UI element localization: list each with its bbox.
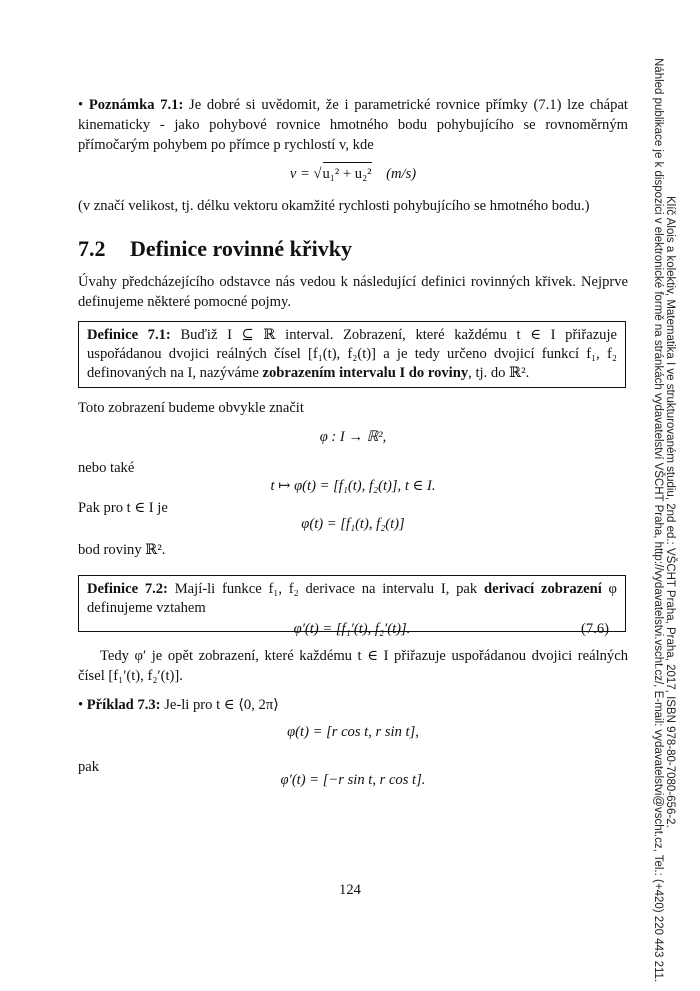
equation-map: φ : I → ℝ², [319,429,387,445]
definition-7-2-text: Mají-li funkce f₁, f₂ derivace na intervalu I, pak [174,581,478,597]
page-number: 124 [339,882,361,898]
section-heading [78,236,352,262]
definition-7-1-box: Definice 7.1: Buďiž I ⊆ ℝ interval. Zobrazení, které každému t ∈ I přiřazuje uspořádanou dvojici reálných čísel [f₁(t), f₂(t)] a je tedy určeno dvojicí funkcí f₁, f₂ definovaných na I, nazýváme zobrazením intervalu I do roviny, tj. do ℝ². [78,321,626,388]
example-paragraph [78,695,628,715]
paragraph-notation: Toto zobrazení budeme obvykle značit [78,400,304,416]
paragraph-derivative: Tedy φ′ je opět zobrazení, které každému t ∈ I přiřazuje uspořádanou dvojici reálných čísel [f₁′(t), f₂′(t)]. [78,648,628,684]
definition-7-1-text: Buďiž I ⊆ ℝ interval. Zobrazení, které každému t ∈ I přiřazuje uspořádanou dvojici reálných čísel [f₁(t), f₂(t)] a je tedy určeno dvojicí funkcí f₁, f₂ definovaných na I, nazýváme [87,327,618,381]
definition-7-1-label: Definice 7.1: [87,327,171,343]
section-title: Definice rovinné křivky [130,236,353,261]
intro-paragraph: Úvahy předcházejícího odstavce nás vedou k následující definici rovinných křivek. Nejprve definujeme některé pomocné pojmy. [78,274,628,310]
example-label: Příklad 7.3: [86,697,161,713]
paragraph-then: Pak pro t ∈ I je [78,500,168,516]
remark-label: Poznámka 7.1: [88,97,184,113]
equation-point: φ(t) = [f₁(t), f₂(t)] [301,516,405,532]
definition-7-1-term: zobrazením intervalu I do roviny [262,365,469,381]
paragraph-or: nebo také [78,460,135,476]
definition-7-2-label: Definice 7.2: [87,581,168,597]
equation-mapping: t ↦ φ(t) = [f₁(t), f₂(t)], t ∈ I. [270,478,436,494]
paragraph-point: bod roviny ℝ². [78,542,166,558]
remark-note: (v značí velikost, tj. délku vektoru okamžité rychlosti pohybujícího se hmotného bodu.) [78,198,590,214]
remark-paragraph [78,95,628,155]
example-equation-2: φ′(t) = [−r sin t, r cos t]. [280,772,426,788]
example-equation-1: φ(t) = [r cos t, r sin t], [287,724,419,740]
equation-number: (7.6) [581,621,609,637]
section-number: 7.2 [78,236,106,261]
copyright-note-line1: Klíč Alois a kolektiv, Matematika I ve strukturovaném studiu, 2nd ed.: VŠCHT Praha, Praha, 2017, ISBN 978-80-7080-656-2. [664,196,676,828]
remark-bullet: • [78,97,84,113]
example-then: pak [78,759,100,775]
definition-7-2-equation: φ′(t) = [f₁′(t), f₂′(t)]. [293,621,411,637]
definition-7-2-term: derivací zobrazení [483,581,602,597]
copyright-note-line2: Náhled publikace je k dispozici v elektronické formě na stránkách vydavatelství VŠCHT Praha, http://vydavatelstvi.vscht.cz/, E-mail: vydavatelstvi@vscht.cz, Tel.: (+420) 220 443 211. [652,58,664,983]
example-text: Je-li pro t ∈ ⟨0, 2π⟩ [164,697,279,713]
velocity-equation: v = √u₁² + u₂² (m/s) [78,162,628,184]
definition-7-2-box: Definice 7.2: Mají-li funkce f₁, f₂ derivace na intervalu I, pak derivací zobrazení φ definujeme vztahem φ′(t) = [f₁′(t), f₂′(t)]. (7.6) [78,575,626,632]
example-bullet: • [78,697,84,713]
remark-text: Je dobré si uvědomit, že i parametrické rovnice přímky (7.1) lze chápat kinematicky - jako pohybové rovnice hmotného bodu pohybujícího se rovnoměrným přímočarým pohybem po přímce p rychlostí v, kde [78,97,628,153]
